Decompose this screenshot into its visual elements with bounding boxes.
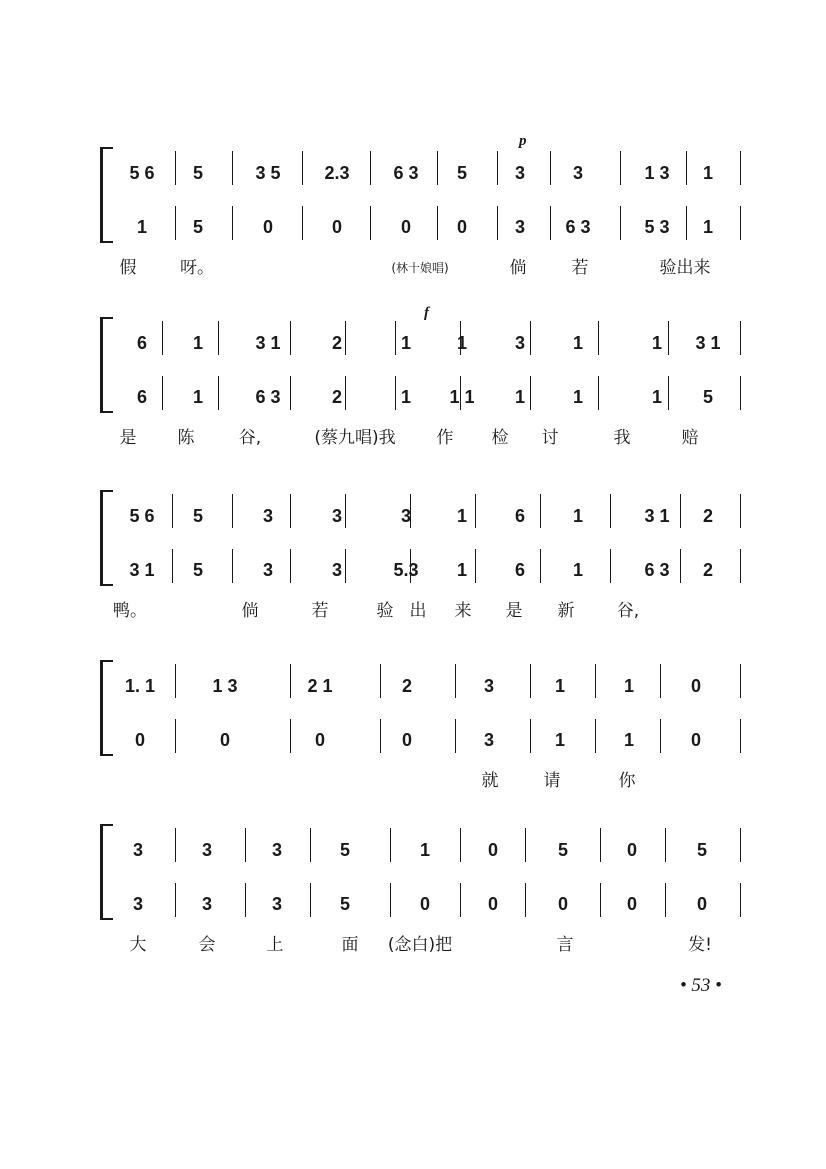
upper-note: 1 [192, 333, 204, 353]
lyric: 验出来 [659, 258, 711, 278]
upper-note: 1 3 [212, 676, 238, 696]
bar-line [410, 549, 411, 583]
bar-line [345, 494, 346, 528]
lower-note: 5 3 [644, 217, 670, 237]
lower-note: 0 [456, 217, 468, 237]
upper-note: 1 [651, 333, 663, 353]
lower-note: 5 [339, 894, 351, 914]
bar-line [660, 664, 661, 698]
lower-note: 3 [271, 894, 283, 914]
upper-note: 1 [400, 333, 412, 353]
bar-line [437, 151, 438, 185]
bar-line [460, 828, 461, 862]
bar-line [686, 206, 687, 240]
bar-line [740, 664, 741, 698]
lower-note: 0 [557, 894, 569, 914]
bar-line [497, 206, 498, 240]
bar-line [665, 828, 666, 862]
lyric: 上 [266, 935, 284, 955]
lower-note: 1 [136, 217, 148, 237]
bar-line [595, 664, 596, 698]
lyric: 倘 [241, 601, 259, 621]
bar-line [620, 151, 621, 185]
upper-note: 3 [331, 506, 343, 526]
bar-line [740, 549, 741, 583]
system-brace [100, 660, 113, 756]
system-brace [100, 147, 113, 243]
upper-note: 3 1 [644, 506, 670, 526]
lower-note: 1 [400, 387, 412, 407]
lower-note: 3 1 [129, 560, 155, 580]
bar-line [525, 883, 526, 917]
lower-note: 3 [331, 560, 343, 580]
bar-line [290, 494, 291, 528]
upper-note: 3 [514, 333, 526, 353]
bar-line [540, 494, 541, 528]
bar-line [740, 376, 741, 410]
lower-note: 3 [201, 894, 213, 914]
lower-note: 0 [314, 730, 326, 750]
lower-note: 1 [702, 217, 714, 237]
lower-note: 3 [132, 894, 144, 914]
lower-note: 5.3 [393, 560, 419, 580]
bar-line [668, 376, 669, 410]
bar-line [345, 321, 346, 355]
lyric: 会 [198, 935, 216, 955]
bar-line [680, 549, 681, 583]
bar-line [370, 206, 371, 240]
lyric: 若 [571, 258, 589, 278]
bar-line [162, 376, 163, 410]
lyric: 是 [119, 428, 137, 448]
lower-note: 0 [219, 730, 231, 750]
bar-line [475, 549, 476, 583]
upper-note: 5 [339, 840, 351, 860]
bar-line [600, 828, 601, 862]
lower-note: 1 [192, 387, 204, 407]
bar-line [290, 549, 291, 583]
bar-line [380, 719, 381, 753]
bar-line [390, 883, 391, 917]
bar-line [175, 719, 176, 753]
upper-note: 2 [401, 676, 413, 696]
bar-line [345, 376, 346, 410]
bar-line [232, 206, 233, 240]
bar-line [172, 494, 173, 528]
bar-line [302, 206, 303, 240]
bar-line [218, 376, 219, 410]
upper-note: 0 [690, 676, 702, 696]
upper-note: 5 6 [129, 506, 155, 526]
lower-note: 6 [136, 387, 148, 407]
lyric: 出 [409, 601, 427, 621]
system-brace [100, 317, 113, 413]
bar-line [550, 206, 551, 240]
upper-note: 5 6 [129, 163, 155, 183]
lower-note: 0 [134, 730, 146, 750]
lyric: 倘 [509, 258, 527, 278]
lyric: 请 [543, 771, 561, 791]
lower-note: 0 [400, 217, 412, 237]
lyric: (念白)把 [387, 935, 453, 955]
upper-note: 1 [456, 333, 468, 353]
upper-note: 3 [572, 163, 584, 183]
bar-line [540, 549, 541, 583]
lyric: 作 [436, 428, 454, 448]
bar-line [686, 151, 687, 185]
bar-line [497, 151, 498, 185]
lower-note: 0 [401, 730, 413, 750]
bar-line [290, 664, 291, 698]
upper-note: 2.3 [324, 163, 350, 183]
upper-note: 2 [331, 333, 343, 353]
upper-note: 5 [557, 840, 569, 860]
bar-line [598, 376, 599, 410]
bar-line [175, 883, 176, 917]
bar-line [610, 494, 611, 528]
upper-note: 1 [419, 840, 431, 860]
lower-note: 0 [626, 894, 638, 914]
upper-note: 2 1 [307, 676, 333, 696]
dynamic-marking: f [424, 305, 429, 321]
lyric: 面 [341, 935, 359, 955]
upper-note: 3 [132, 840, 144, 860]
lower-note: 2 [702, 560, 714, 580]
bar-line [595, 719, 596, 753]
lyric: 是 [505, 601, 523, 621]
bar-line [410, 494, 411, 528]
upper-note: 6 [514, 506, 526, 526]
upper-note: 5 [192, 506, 204, 526]
upper-note: 5 [192, 163, 204, 183]
upper-note: 0 [626, 840, 638, 860]
bar-line [530, 321, 531, 355]
bar-line [175, 664, 176, 698]
lower-note: 0 [262, 217, 274, 237]
lyric: 我 [613, 428, 631, 448]
bar-line [232, 549, 233, 583]
upper-note: 1 [456, 506, 468, 526]
lower-note: 1 [572, 560, 584, 580]
bar-line [380, 664, 381, 698]
bar-line [660, 719, 661, 753]
bar-line [740, 206, 741, 240]
upper-note: 3 [262, 506, 274, 526]
page-number: • 53 • [680, 975, 722, 996]
upper-note: 3 5 [255, 163, 281, 183]
bar-line [668, 321, 669, 355]
bar-line [232, 494, 233, 528]
lower-note: 0 [487, 894, 499, 914]
lower-note: 5 [192, 560, 204, 580]
bar-line [665, 883, 666, 917]
bar-line [610, 549, 611, 583]
bar-line [245, 828, 246, 862]
upper-note: 3 1 [695, 333, 721, 353]
upper-note: 1 [572, 333, 584, 353]
bar-line [598, 321, 599, 355]
bar-line [162, 321, 163, 355]
lyric: 赔 [681, 428, 699, 448]
lyric: (林十娘唱) [391, 261, 449, 275]
lower-note: 6 [514, 560, 526, 580]
lower-note: 1 [651, 387, 663, 407]
bar-line [395, 376, 396, 410]
bar-line [460, 321, 461, 355]
bar-line [740, 494, 741, 528]
lower-note: 1 [514, 387, 526, 407]
bar-line [455, 719, 456, 753]
lyric: 新 [557, 601, 575, 621]
upper-note: 6 [136, 333, 148, 353]
lyric: 你 [618, 771, 636, 791]
bar-line [290, 376, 291, 410]
bar-line [475, 494, 476, 528]
lower-note: 0 [419, 894, 431, 914]
upper-note: 3 [201, 840, 213, 860]
lower-note: 0 [331, 217, 343, 237]
lower-note: 1 [456, 560, 468, 580]
bar-line [740, 321, 741, 355]
system-brace [100, 490, 113, 586]
upper-note: 1 [702, 163, 714, 183]
bar-line [310, 828, 311, 862]
bar-line [437, 206, 438, 240]
lower-note: 3 [262, 560, 274, 580]
bar-line [302, 151, 303, 185]
lower-note: 3 [483, 730, 495, 750]
lower-note: 6 3 [644, 560, 670, 580]
bar-line [530, 376, 531, 410]
upper-note: 3 [400, 506, 412, 526]
lyric: (蔡九唱)我 [314, 428, 396, 448]
bar-line [550, 151, 551, 185]
bar-line [290, 321, 291, 355]
system-brace [100, 824, 113, 920]
bar-line [740, 828, 741, 862]
upper-note: 1 3 [644, 163, 670, 183]
lyric: 讨 [541, 428, 559, 448]
lower-note: 5 [192, 217, 204, 237]
upper-note: 5 [696, 840, 708, 860]
bar-line [245, 883, 246, 917]
lyric: 言 [556, 935, 574, 955]
lyric: 鸭。 [113, 601, 147, 621]
bar-line [600, 883, 601, 917]
lower-note: 1 1 [449, 387, 475, 407]
upper-note: 3 [271, 840, 283, 860]
lower-note: 6 3 [565, 217, 591, 237]
bar-line [370, 151, 371, 185]
bar-line [345, 549, 346, 583]
upper-note: 5 [456, 163, 468, 183]
lyric: 检 [491, 428, 509, 448]
upper-note: 1 [572, 506, 584, 526]
bar-line [175, 151, 176, 185]
bar-line [530, 664, 531, 698]
bar-line [740, 719, 741, 753]
bar-line [740, 151, 741, 185]
upper-note: 1. 1 [124, 676, 156, 696]
lower-note: 1 [554, 730, 566, 750]
lyric: 假 [119, 258, 137, 278]
bar-line [460, 883, 461, 917]
lower-note: 3 [514, 217, 526, 237]
lyric: 发! [688, 935, 712, 955]
bar-line [175, 828, 176, 862]
bar-line [680, 494, 681, 528]
upper-note: 2 [702, 506, 714, 526]
upper-note: 1 [623, 676, 635, 696]
dynamic-marking: p [519, 133, 527, 149]
lyric: 验 [376, 601, 394, 621]
upper-note: 3 1 [255, 333, 281, 353]
lyric: 大 [129, 935, 147, 955]
lower-note: 1 [572, 387, 584, 407]
lyric: 就 [481, 771, 499, 791]
bar-line [310, 883, 311, 917]
lyric: 若 [311, 601, 329, 621]
lower-note: 0 [696, 894, 708, 914]
upper-note: 6 3 [393, 163, 419, 183]
lyric: 谷, [616, 601, 640, 621]
lyric: 呀。 [180, 258, 214, 278]
lower-note: 5 [702, 387, 714, 407]
upper-note: 0 [487, 840, 499, 860]
bar-line [460, 376, 461, 410]
lyric: 来 [454, 601, 472, 621]
bar-line [455, 664, 456, 698]
bar-line [218, 321, 219, 355]
upper-note: 3 [483, 676, 495, 696]
lyric: 陈 [177, 428, 195, 448]
bar-line [525, 828, 526, 862]
lyric: 谷, [238, 428, 262, 448]
bar-line [290, 719, 291, 753]
bar-line [232, 151, 233, 185]
upper-note: 3 [514, 163, 526, 183]
upper-note: 1 [554, 676, 566, 696]
bar-line [390, 828, 391, 862]
lower-note: 2 [331, 387, 343, 407]
bar-line [740, 883, 741, 917]
bar-line [530, 719, 531, 753]
bar-line [620, 206, 621, 240]
bar-line [395, 321, 396, 355]
bar-line [175, 206, 176, 240]
lower-note: 1 [623, 730, 635, 750]
lower-note: 6 3 [255, 387, 281, 407]
bar-line [172, 549, 173, 583]
lower-note: 0 [690, 730, 702, 750]
